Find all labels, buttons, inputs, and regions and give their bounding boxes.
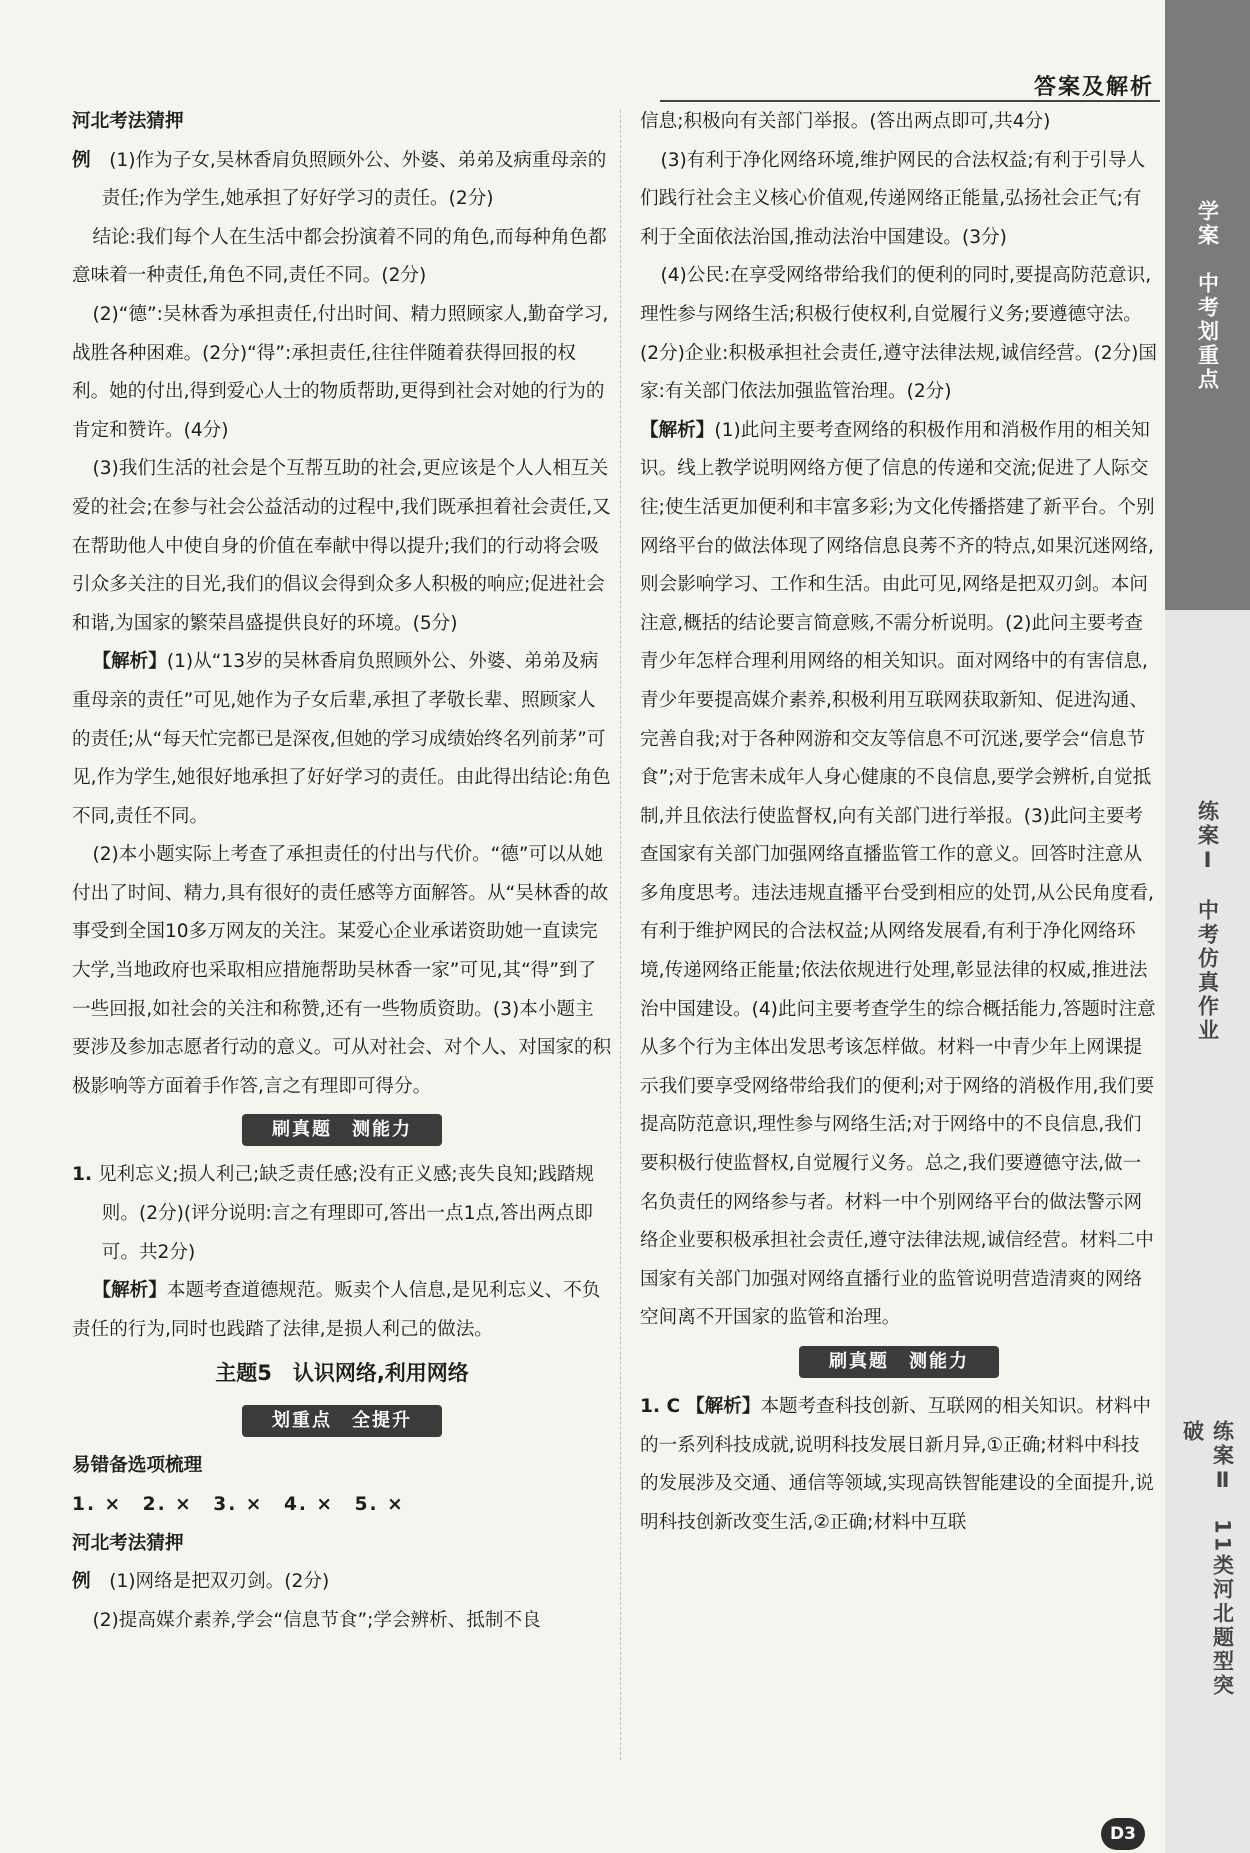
example-part-2: (2)“德”:吴林香为承担责任,付出时间、精力照顾家人,勤奋学习,战胜各种困难。(2分)“得”:承担责任,往往伴随着获得回报的权利。她的付出,得到爱心人士的物质帮助,更得到社会对她的行为的肯定和赞许。(4分) [72, 303, 609, 441]
example-part-3: (3)我们生活的社会是个互帮互助的社会,更应该是个人人相互关爱的社会;在参与社会公益活动的过程中,我们既承担着社会责任,又在帮助他人中使自身的价值在奉献中得以提升;我们的行动将会吸引众多关注的目光,我们的倡议会得到众多人积极的响应;促进社会和谐,为国家的繁荣昌盛提供良好的环境。(5分) [72, 458, 611, 634]
column-divider [620, 110, 621, 1760]
side-tab-label: 练案Ⅰ 中考仿真作业 [1195, 800, 1220, 1043]
analysis-text: 本题考查道德规范。贩卖个人信息,是见利忘义、不负责任的行为,同时也践踏了法律,是损人利己的做法。 [72, 1280, 601, 1340]
header-rule [660, 100, 1160, 102]
right-column [640, 103, 1158, 1542]
analysis-text: (1)从“13岁的吴林香肩负照顾外公、外婆、弟弟及病重母亲的责任”可见,她作为子女后辈,承担了孝敬长辈、照顾家人的责任;从“每天忙完都已是深夜,但她的学习成绩始终名列前茅”可见,作为学生,她很好地承担了好好学习的责任。由此得出结论:角色不同,责任不同。 [72, 651, 611, 827]
answer-part-3: (3)有利于净化网络环境,维护网民的合法权益;有利于引导人们践行社会主义核心价值观,传递网络正能量,弘扬社会正气;有利于全面依法治国,推动法治中国建设。(3分) [640, 149, 1146, 248]
side-tab-label: 学案 中考划重点 [1195, 200, 1220, 392]
question-analysis: 本题考查科技创新、互联网的相关知识。材料中的一系列科技成就,说明科技发展日新月异,①正确;材料中科技的发展涉及交通、通信等领域,实现高铁智能建设的全面提升,说明科技创新改变生活,②正确;材料中互联 [640, 1396, 1154, 1533]
section-heading: 河北考法猜押 [72, 1532, 184, 1554]
section-banner: 划重点 全提升 [242, 1405, 442, 1437]
example-label: 例 [72, 149, 91, 171]
answer-part-4: (4)公民:在享受网络带给我们的便利的同时,要提高防范意识,理性参与网络生活;积极行使权利,自觉履行义务;要遵德守法。(2分)企业:积极承担社会责任,遵守法律法规,诚信经营。(2分)国家:有关部门依法加强监管治理。(2分) [640, 265, 1158, 403]
example-label: 例 [72, 1571, 91, 1593]
analysis-2: (2)本小题实际上考查了承担责任的付出与代价。“德”可以从她付出了时间、精力,具有很好的责任感等方面解答。从“吴林香的故事受到全国10多万网友的关注。某爱心企业承诺资助她一直读完大学,当地政府也采取相应措施帮助吴林香一家”可见,其“得”到了一些回报,如社会的关注和称赞,还有一些物质资助。(3)本小题主要涉及参加志愿者行动的意义。可从对社会、对个人、对国家的积极影响等方面着手作答,言之有理即可得分。 [72, 844, 612, 1097]
analysis [640, 412, 1158, 1338]
example-part-1 [72, 142, 612, 219]
question-1 [640, 1388, 1158, 1542]
example-b-part-2: (2)提高媒介素养,学会“信息节食”;学会辨析、抵制不良 [92, 1609, 541, 1631]
section-banner: 刷真题 测能力 [799, 1346, 999, 1378]
example-text: (1)作为子女,吴林香肩负照顾外公、外婆、弟弟及病重母亲的责任;作为学生,她承担了好好学习的责任。(2分) [101, 149, 607, 210]
section-heading: 易错备选项梳理 [72, 1455, 203, 1477]
analysis-tag: 【解析】 [640, 419, 715, 441]
side-tab-practice-2[interactable] [1165, 1420, 1250, 1720]
section-heading: 河北考法猜押 [72, 111, 184, 132]
analysis-tag: 【解析】 [686, 1396, 761, 1417]
page-number-badge: D3 [1101, 1818, 1145, 1850]
section-banner: 刷真题 测能力 [242, 1114, 442, 1146]
running-header: 答案及解析 [1033, 75, 1154, 100]
answer-row: 1. × 2. × 3. × 4. × 5. × [72, 1494, 405, 1515]
question-1 [72, 1156, 612, 1272]
side-tab-label: 练案Ⅱ 11类河北题型突破 [1180, 1420, 1235, 1699]
analysis-tag: 【解析】 [92, 1280, 167, 1302]
question-1-analysis [72, 1272, 612, 1349]
topic-title: 主题5 认识网络,利用网络 [215, 1361, 469, 1386]
example-text: (1)网络是把双刃剑。(2分) [109, 1571, 330, 1593]
side-tab-study[interactable] [1165, 0, 1250, 610]
continued-text: 信息;积极向有关部门举报。(答出两点即可,共4分) [640, 111, 1051, 132]
side-tab-strip [1165, 0, 1250, 1853]
left-column [72, 103, 612, 1640]
analysis-1 [72, 643, 612, 836]
side-tab-practice-1[interactable] [1165, 800, 1250, 1100]
analysis-tag: 【解析】 [92, 651, 167, 673]
example-b-part-1 [72, 1563, 612, 1602]
question-number: 1. [72, 1164, 93, 1186]
question-answer: 见利忘义;损人利己;缺乏责任感;没有正义感;丧失良知;践踏规则。(2分)(评分说明:言之有理即可,答出一点1点,答出两点即可。共2分) [97, 1164, 595, 1263]
analysis-text: (1)此问主要考查网络的积极作用和消极作用的相关知识。线上教学说明网络方便了信息的传递和交流;促进了人际交往;使生活更加便利和丰富多彩;为文化传播搭建了新平台。个别网络平台的做法体现了网络信息良莠不齐的特点,如果沉迷网络,则会影响学习、工作和生活。由此可见,网络是把双刃剑。本问注意,概括的结论要言简意赅,不需分析说明。(2)此问主要考查青少年怎样合理利用网络的相关知识。面对网络中的有害信息,青少年要提高媒介素养,积极利用互联网获取新知、促进沟通、完善自我;对于各种网游和交友等信息不可沉迷,要学会“信息节食”;对于危害未成年人身心健康的不良信息,要学会辨析,自觉抵制,并且依法行使监督权,向有关部门进行举报。(3)此问主要考查国家有关部门加强网络直播监管工作的意义。回答时注意从多角度思考。违法违规直播平台受到相应的处罚,从公民角度看,有利于维护网民的合法权益;从网络发展看,有利于净化网络环境,传递网络正能量;依法依规进行处理,彰显法律的权威,推进法治中国建设。(4)此问主要考查学生的综合概括能力,答题时注意从多个行为主体出发思考该怎样做。材料一中青少年上网课提示我们要享受网络带给我们的便利;对于网络的消极作用,我们要提高防范意识,理性参与网络生活;对于网络中的不良信息,我们要积极行使监督权,自觉履行义务。总之,我们要遵德守法,做一名负责任的网络参与者。材料一中个别网络平台的做法警示网络企业要积极承担社会责任,遵守法律法规,诚信经营。材料二中国家有关部门加强对网络直播行业的监管说明营造清爽的网络空间离不开国家的监管和治理。 [640, 419, 1156, 1329]
example-conclusion: 结论:我们每个人在生活中都会扮演着不同的角色,而每种角色都意味着一种责任,角色不同,责任不同。(2分) [72, 226, 607, 287]
question-number: 1. C [640, 1396, 681, 1417]
